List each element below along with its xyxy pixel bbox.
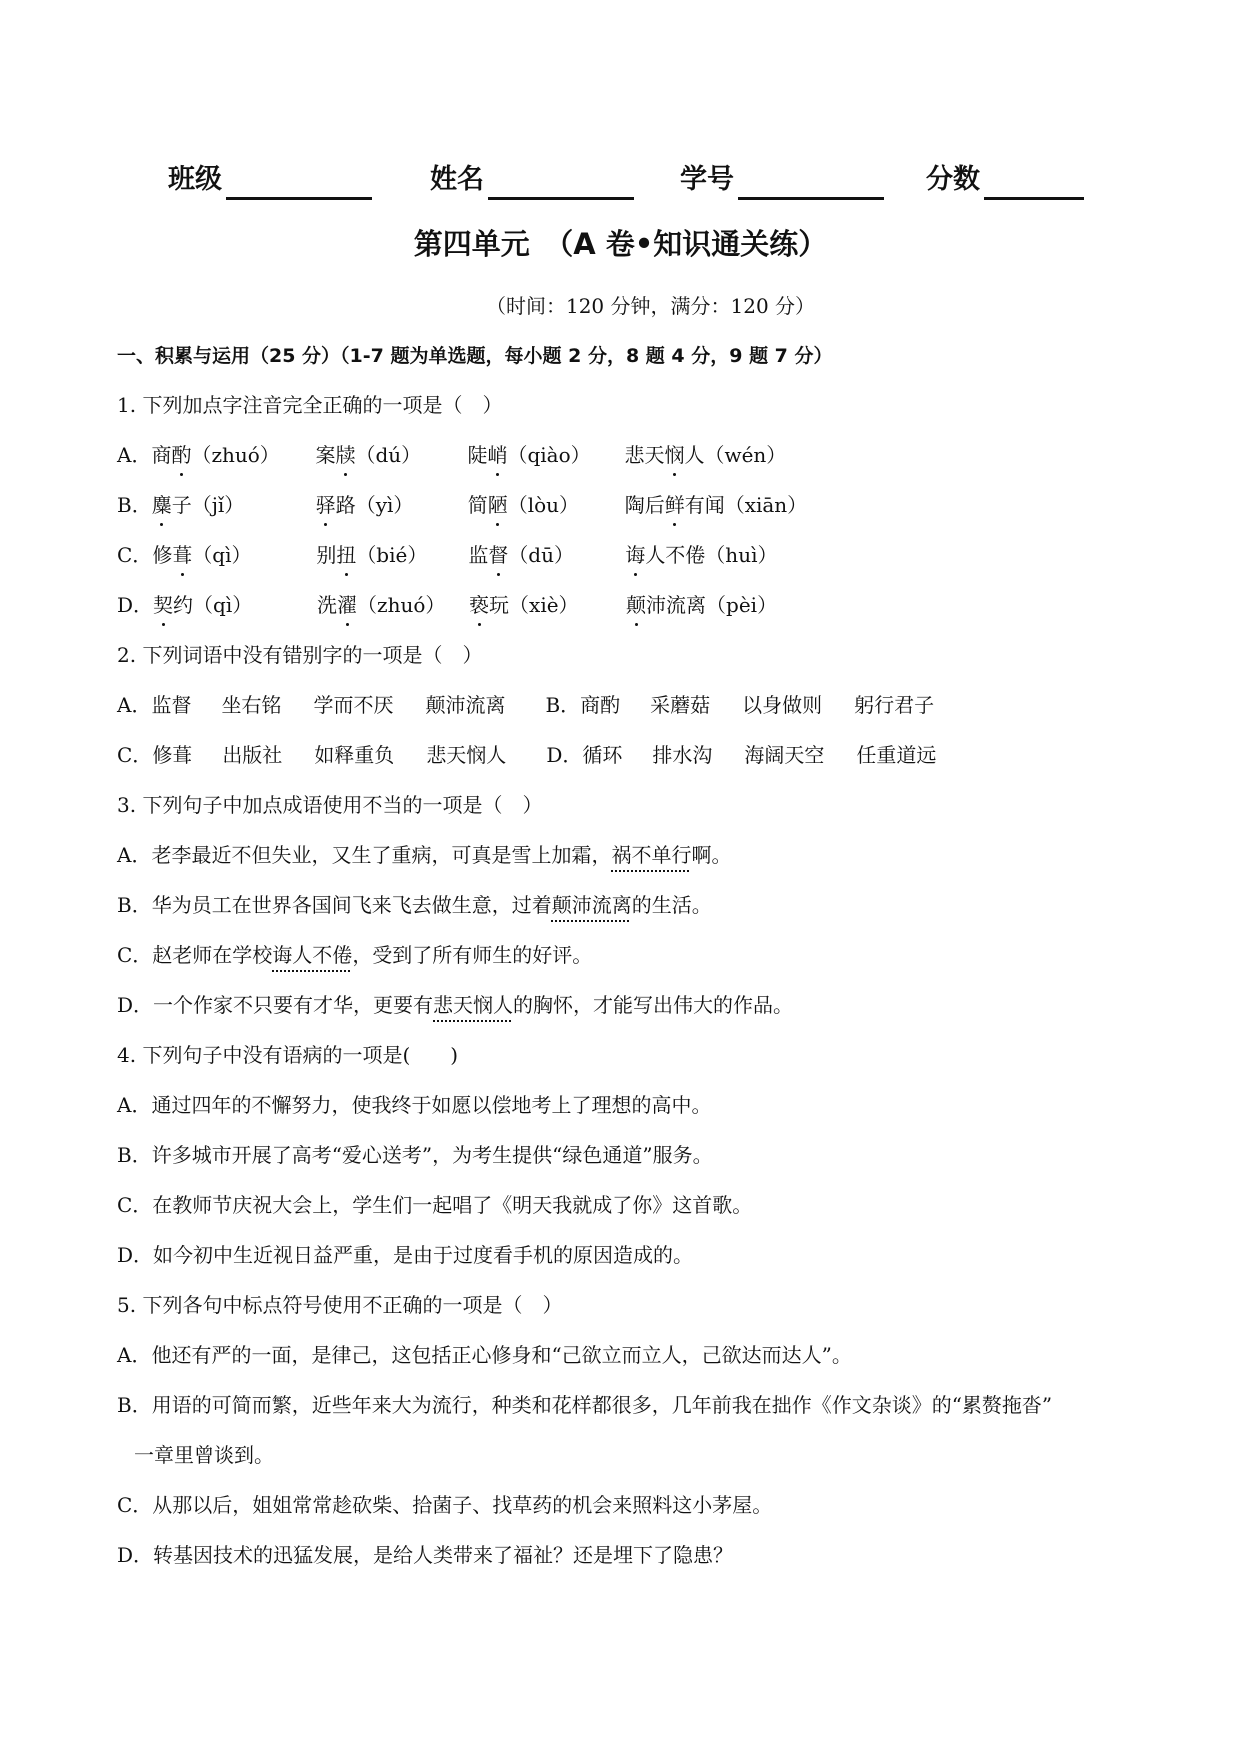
q1-stem: 1. 下列加点字注音完全正确的一项是（ ） (117, 393, 503, 417)
emphasis-idiom: 祸不单行 (611, 843, 692, 867)
emphasis-char: 酌 (171, 438, 191, 472)
q1-option-a: A．商酌（zhuó） 案牍（dú） 陡峭（qiào） 悲天悯人（wén） (117, 438, 786, 472)
score-blank[interactable] (984, 197, 1084, 200)
exam-title: 第四单元 （A 卷•知识通关练） (413, 227, 828, 261)
emphasis-char: 鲜 (665, 488, 685, 522)
q2-options-cd: C．修葺 出版社 如释重负 悲天悯人 D．循环 排水沟 海阔天空 任重道远 (117, 743, 937, 767)
emphasis-char: 牍 (335, 438, 355, 472)
q3-option-a: A．老李最近不但失业，又生了重病，可真是雪上加霜，祸不单行啊。 (117, 843, 732, 867)
q4-option-a: A．通过四年的不懈努力，使我终于如愿以偿地考上了理想的高中。 (117, 1093, 712, 1117)
student-id-blank[interactable] (738, 197, 884, 200)
q5-stem: 5. 下列各句中标点符号使用不正确的一项是（ ） (117, 1293, 563, 1317)
emphasis-char: 驿 (316, 488, 336, 522)
emphasis-char: 悯 (664, 438, 684, 472)
emphasis-idiom: 颠沛流离 (551, 893, 632, 917)
emphasis-char: 麋 (152, 488, 172, 522)
q5-option-d: D．转基因技术的迅猛发展，是给人类带来了福祉？还是埋下了隐患？ (117, 1543, 734, 1567)
q1-option-c: C．修葺（qì） 别扭（bié） 监督（dū） 诲人不倦（huì） (117, 538, 777, 572)
q4-stem: 4. 下列句子中没有语病的一项是( ) (117, 1043, 459, 1067)
q4-option-d: D．如今初中生近视日益严重，是由于过度看手机的原因造成的。 (117, 1243, 694, 1267)
q4-option-c: C．在教师节庆祝大会上，学生们一起唱了《明天我就成了你》这首歌。 (117, 1193, 753, 1217)
exam-subtitle: （时间：120 分钟，满分：120 分） (485, 294, 816, 318)
q5-option-b-line2: 一章里曾谈到。 (134, 1443, 274, 1467)
emphasis-char: 督 (488, 538, 508, 572)
q3-option-d: D．一个作家不只要有才华，更要有悲天悯人的胸怀，才能写出伟大的作品。 (117, 993, 794, 1017)
student-info-row (0, 160, 1241, 206)
section-heading: 一、积累与运用（25 分）（1-7 题为单选题，每小题 2 分，8 题 4 分，9 题 7 分） (117, 345, 833, 367)
q3-option-b: B．华为员工在世界各国间飞来飞去做生意，过着颠沛流离的生活。 (117, 893, 712, 917)
q1-option-b: B．麋子（jǐ） 驿路（yì） 简陋（lòu） 陶后鲜有闻（xiān） (117, 488, 807, 522)
emphasis-idiom: 诲人不倦 (272, 943, 353, 967)
emphasis-char: 濯 (337, 588, 357, 622)
emphasis-char: 诲 (625, 538, 645, 572)
q4-option-b: B．许多城市开展了高考“爱心送考”，为考生提供“绿色通道”服务。 (117, 1143, 713, 1167)
q3-stem: 3. 下列句子中加点成语使用不当的一项是（ ） (117, 793, 543, 817)
q1-option-d: D．契约（qì） 洗濯（zhuó） 亵玩（xiè） 颠沛流离（pèi） (117, 588, 777, 622)
q5-option-b-line1: B．用语的可简而繁，近些年来大为流行，种类和花样都很多，几年前我在拙作《作文杂谈》的“累赘拖沓” (117, 1393, 1053, 1417)
q2-stem: 2. 下列词语中没有错别字的一项是（ ） (117, 643, 483, 667)
name-label: 姓名 (430, 164, 484, 195)
student-id-label: 学号 (680, 164, 734, 195)
q5-option-a: A．他还有严的一面，是律己，这包括正心修身和“己欲立而立人，己欲达而达人”。 (117, 1343, 852, 1367)
emphasis-char: 峭 (487, 438, 507, 472)
emphasis-idiom: 悲天悯人 (433, 993, 514, 1017)
emphasis-char: 葺 (172, 538, 192, 572)
emphasis-char: 颠 (626, 588, 646, 622)
emphasis-char: 陋 (488, 488, 508, 522)
emphasis-char: 扭 (336, 538, 356, 572)
class-label: 班级 (168, 164, 222, 195)
emphasis-char: 亵 (469, 588, 489, 622)
q5-option-c: C．从那以后，姐姐常常趁砍柴、拾菌子、找草药的机会来照料这小茅屋。 (117, 1493, 773, 1517)
emphasis-char: 契 (153, 588, 173, 622)
q3-option-c: C．赵老师在学校诲人不倦，受到了所有师生的好评。 (117, 943, 593, 967)
score-label: 分数 (926, 164, 980, 195)
q2-options-ab: A．监督 坐右铭 学而不厌 颠沛流离 B．商酌 采蘑菇 以身做则 躬行君子 (117, 693, 935, 717)
name-blank[interactable] (488, 197, 634, 200)
class-blank[interactable] (226, 197, 372, 200)
